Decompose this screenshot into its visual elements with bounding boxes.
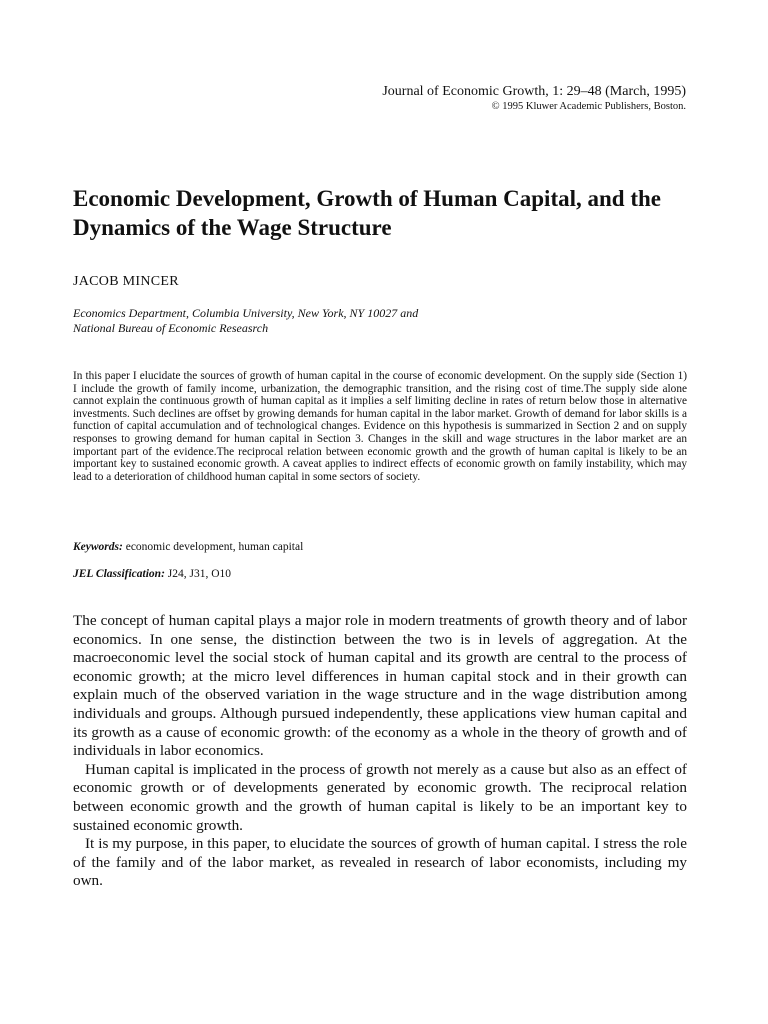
body-paragraph: The concept of human capital plays a major role in modern treatments of growth theory and of labor economics. In one sense, the distinction between the two is in levels of aggregation. At the macroeconomic level the social stock of human capital and its growth are central to the process of economic growth; at the micro level differences in human capital stock and in their growth can explain much of the observed variation in the wage structure and in the wage distribution among individuals and groups. Although pursued independently, these applications view human capital and its growth as a cause of economic growth: of the economy as a whole in the theory of growth and of individuals in labor economics. [73, 612, 687, 760]
body-paragraph: It is my purpose, in this paper, to elucidate the sources of growth of human capital. I stress the role of the family and of the labor market, as revealed in research of labor economists, including my own. [73, 835, 687, 890]
paper-title: Economic Development, Growth of Human Capital, and the Dynamics of the Wage Structure [73, 186, 661, 240]
keywords-label: Keywords: [73, 541, 123, 553]
journal-header [382, 83, 686, 113]
jel-classification [73, 567, 687, 581]
keywords-value: economic development, human capital [125, 541, 304, 553]
abstract: In this paper I elucidate the sources of growth of human capital in the course of economic development. On the supply side (Section 1) I include the growth of family income, urbanization, the demographic transition, and the rising cost of time.The supply side alone cannot explain the continuous growth of human capital as it implies a self limiting decline in rates of return below those in alternative investments. Such declines are offset by growing demands for human capital in the labor market. Growth of demand for labor skills is a function of capital accumulation and of technological changes. Evidence on this hypothesis is summarized in Section 2 and on supply responses to growing demand for human capital in Section 3. Changes in the skill and wage structures in the labor market are an important part of the evidence.The reciprocal relation between economic growth and the growth of human capital is likely to be an important key to sustained economic growth. A caveat applies to indirect effects of economic growth on family instability, which may lead to a deterioration of childhood human capital in some sectors of society. [73, 370, 687, 483]
jel-value: J24, J31, O10 [167, 568, 232, 580]
body-paragraph: Human capital is implicated in the process of growth not merely as a cause but also as an effect of economic growth or of developments generated by economic growth. The reciprocal relation between economic growth and the growth of human capital is likely to be an important key to sustained economic growth. [73, 760, 687, 834]
affiliation-line-1: Economics Department, Columbia University, New York, NY 10027 and [73, 306, 419, 320]
journal-citation: Journal of Economic Growth, 1: 29–48 (March, 1995) [382, 84, 686, 99]
author-affiliation [73, 306, 693, 336]
author-name: JACOB MINCER [73, 274, 179, 289]
keywords [73, 540, 687, 554]
copyright-notice: © 1995 Kluwer Academic Publishers, Boston. [491, 101, 686, 112]
jel-label: JEL Classification: [73, 568, 165, 580]
body-text [73, 612, 687, 891]
affiliation-line-2: National Bureau of Economic Reseasrch [73, 321, 269, 335]
